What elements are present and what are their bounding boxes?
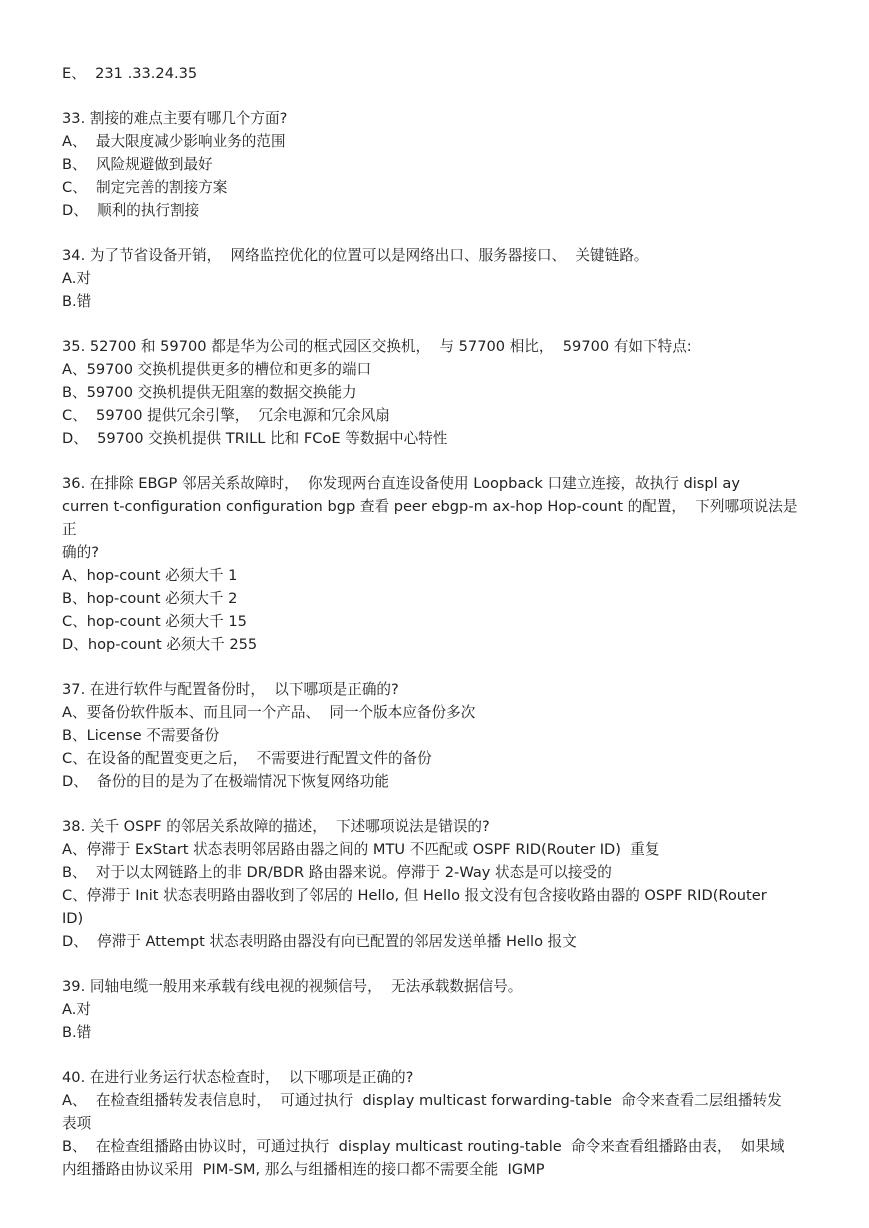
text-line: C、在设备的配置变更之后， 不需要进行配置文件的备份 — [62, 750, 432, 767]
text-line: A、要备份软件版本、而且同一个产品、 同一个版本应备份多次 — [62, 704, 476, 721]
text-line: D、hop-count 必须大千 255 — [62, 636, 258, 653]
text-line: D、 顺利的执行割接 — [62, 202, 200, 219]
text-line: A、hop-count 必须大千 1 — [62, 567, 238, 584]
text-line: 表项 — [62, 1115, 92, 1132]
blank-line — [62, 222, 812, 244]
text-line: D、 停滞于 Attempt 状态表明路由器没有向已配置的邻居发送单播 Hello 报文 — [62, 933, 577, 950]
text-line: 确的? — [62, 544, 99, 561]
text-line: B、59700 交换机提供无阻塞的数据交换能力 — [62, 384, 357, 401]
text-line: B、License 不需要备份 — [62, 727, 220, 744]
text-line: B、 风险规避做到最好 — [62, 156, 213, 173]
blank-line — [62, 313, 812, 335]
text-line: 33. 割接的难点主要有哪几个方面? — [62, 110, 288, 127]
blank-line — [62, 793, 812, 815]
text-line: A、59700 交换机提供更多的槽位和更多的端口 — [62, 361, 372, 378]
text-line: 35. 52700 和 59700 都是华为公司的框式园区交换机， 与 57700 相比， 59700 有如下特点: — [62, 338, 692, 355]
text-line: B、 对于以太网链路上的非 DR/BDR 路由器来说。停滞于 2-Way 状态是可以接受的 — [62, 864, 612, 881]
text-line: ID) — [62, 910, 84, 927]
text-line: 39. 同轴电缆一般用来承载有线电视的视频信号， 无法承载数据信号。 — [62, 978, 523, 995]
text-line: 36. 在排除 EBGP 邻居关系故障时， 你发现两台直连设备使用 Loopback 口建立连接，故执行 displ ay — [62, 475, 740, 492]
document-page — [62, 62, 812, 1181]
text-line: E、 231 .33.24.35 — [62, 65, 198, 82]
text-line: D、 备份的目的是为了在极端情况下恢复网络功能 — [62, 773, 389, 790]
text-line: B.错 — [62, 1024, 92, 1041]
text-line: curren t-configuration configuration bgp 查看 peer ebgp-m ax-hop Hop-count 的配置， 下列哪项说法是正 — [62, 498, 798, 538]
text-line: 内组播路由协议采用 PIM-SM, 那么与组播相连的接口都不需要全能 IGMP — [62, 1161, 545, 1178]
text-line: B.错 — [62, 293, 92, 310]
text-line: A、停滞于 ExStart 状态表明邻居路由器之间的 MTU 不匹配或 OSPF RID(Router ID) 重复 — [62, 841, 660, 858]
text-line: B、hop-count 必须大千 2 — [62, 590, 238, 607]
text-line: A、 最大限度减少影响业务的范围 — [62, 133, 286, 150]
text-line: 40. 在进行业务运行状态检查时， 以下哪项是正确的? — [62, 1069, 414, 1086]
text-line: A.对 — [62, 270, 91, 287]
blank-line — [62, 656, 812, 678]
text-line: 34. 为了节省设备开销， 网络监控优化的位置可以是网络出口、服务器接口、 关键链路。 — [62, 247, 649, 264]
text-line: A.对 — [62, 1001, 91, 1018]
text-line: D、 59700 交换机提供 TRILL 比和 FCoE 等数据中心特性 — [62, 430, 448, 447]
text-line: B、 在检查组播路由协议时，可通过执行 display multicast routing-table 命令来查看组播路由表， 如果域 — [62, 1138, 785, 1155]
text-line: 37. 在进行软件与配置备份时， 以下哪项是正确的? — [62, 681, 399, 698]
blank-line — [62, 953, 812, 975]
text-line: C、 制定完善的割接方案 — [62, 179, 228, 196]
text-line: A、 在检查组播转发表信息时， 可通过执行 display multicast forwarding-table 命令来查看二层组播转发 — [62, 1092, 782, 1109]
text-line: 38. 关千 OSPF 的邻居关系故障的描述， 下述哪项说法是错误的? — [62, 818, 490, 835]
text-line: C、hop-count 必须大千 15 — [62, 613, 247, 630]
blank-line — [62, 1044, 812, 1066]
text-line: C、 59700 提供冗余引擎， 冗余电源和冗余风扇 — [62, 407, 390, 424]
text-line: C、停滞于 Init 状态表明路由器收到了邻居的 Hello, 但 Hello 报文没有包含接收路由器的 OSPF RID(Router — [62, 887, 767, 904]
blank-line — [62, 85, 812, 107]
blank-line — [62, 450, 812, 472]
